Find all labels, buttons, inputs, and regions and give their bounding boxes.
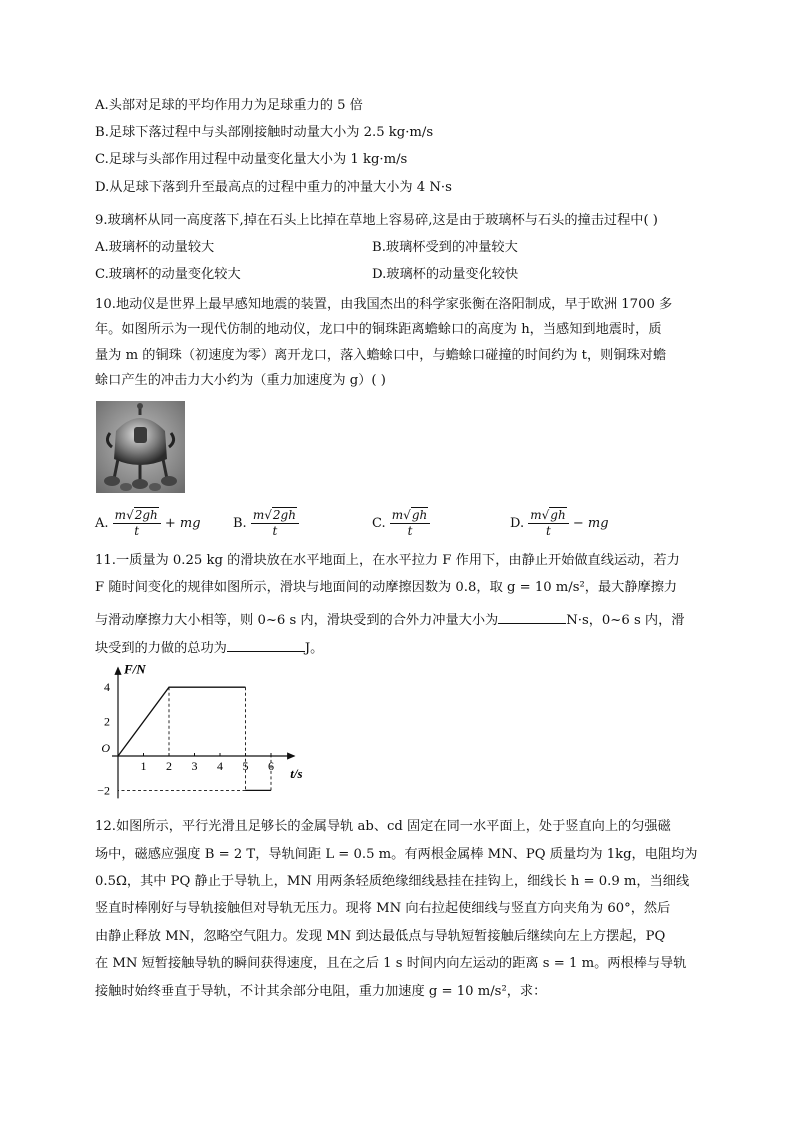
q10-a-m: m (114, 508, 127, 522)
q10-line-3: 量为 m 的铜珠（初速度为零）离开龙口，落入蟾蜍口中，与蟾蜍口碰撞的时间约为 t，则铜珠对蟾 (95, 348, 667, 363)
q10-d-m: m (530, 508, 542, 522)
q9-stem: 9.玻璃杯从同一高度落下,掉在石头上比掉在草地上容易碎,这是由于玻璃杯与石头的撞击过程中( ) (95, 213, 658, 228)
q12-line-5: 由静止释放 MN，忽略空气阻力。发现 MN 到达最低点与导轨短暂接触后继续向左上方摆起，PQ (95, 929, 666, 944)
q12-line-1: 12.如图所示，平行光滑且足够长的金属导轨 ab、cd 固定在同一水平面上，处于竖直向上的匀强磁 (95, 819, 671, 834)
q10-b-m: m (252, 508, 265, 522)
q9-option-b: B.玻璃杯受到的冲量较大 (372, 240, 518, 255)
q10-line-4: 蜍口产生的冲击力大小约为（重力加速度为 g）( ) (95, 373, 386, 388)
x-tick-label: 1 (140, 759, 147, 773)
q10-option-d-label: D. (510, 516, 525, 531)
q11-line-4 (95, 637, 323, 658)
q10-option-d-fraction: $\frac{m√gh}{t}$ (528, 508, 568, 539)
x-tick-label: 5 (242, 759, 249, 773)
force-time-graph (97, 661, 310, 807)
x-axis-label: t/s (290, 766, 303, 781)
q10-d-minus-mg: − mg (572, 516, 609, 531)
q10-option-c-fraction: $\frac{m√gh}{t}$ (390, 508, 430, 539)
q10-option-a-fraction: $\frac{m√2gh}{t}$ (113, 508, 161, 539)
q12-line-6: 在 MN 短暂接触导轨的瞬间获得速度，且在之后 1 s 时间内向左运动的距离 s = 1 m。两根棒与导轨 (95, 956, 687, 971)
q9-option-a: A.玻璃杯的动量较大 (95, 240, 215, 255)
q11-line-1: 11.一质量为 0.25 kg 的滑块放在水平地面上，在水平拉力 F 作用下，由静止开始做直线运动，若力 (95, 553, 680, 568)
q10-d-sqrt: gh (550, 508, 566, 522)
q10-option-d (510, 508, 609, 539)
q10-option-b (233, 508, 299, 539)
q10-a-sqrt: 2gh (134, 508, 158, 522)
q8-option-b: B.足球下落过程中与头部刚接触时动量大小为 2.5 kg·m/s (95, 125, 434, 140)
q10-a-plus-mg: + mg (164, 516, 201, 531)
x-tick-label: 3 (191, 759, 198, 773)
q11-line-4-text: 块受到的力做的总功为 (95, 641, 227, 656)
q11-blank-work[interactable] (227, 637, 305, 652)
q10-option-a (95, 508, 201, 539)
force-series-line (118, 687, 246, 756)
q10-option-b-label: B. (233, 516, 247, 531)
y-tick-label: −2 (97, 783, 110, 798)
q12-line-4: 竖直时棒刚好与导轨接触但对导轨无压力。现将 MN 向右拉起使细线与竖直方向夹角为 60°，然后 (95, 901, 671, 916)
y-axis-label: F/N (124, 661, 146, 677)
x-tick-label: 6 (268, 759, 274, 773)
x-tick-label: 4 (217, 759, 223, 773)
q9-option-c: C.玻璃杯的动量变化较大 (95, 267, 241, 282)
q11-line-2: F 随时间变化的规律如图所示，滑块与地面间的动摩擦因数为 0.8，取 g = 10 m/s²，最大静摩擦力 (95, 580, 678, 595)
q9-option-d: D.玻璃杯的动量变化较快 (372, 267, 519, 282)
y-tick-label: O (101, 741, 110, 755)
q12-line-2: 场中，磁感应强度 B = 2 T，导轨间距 L = 0.5 m。有两根金属棒 MN、PQ 质量均为 1kg，电阻均为 (95, 847, 698, 862)
q8-option-c: C.足球与头部作用过程中动量变化量大小为 1 kg·m/s (95, 152, 408, 167)
q10-c-sqrt: gh (411, 508, 428, 522)
q11-line-3 (95, 609, 684, 630)
q10-line-2: 年。如图所示为一现代仿制的地动仪，龙口中的铜珠距离蟾蜍口的高度为 h，当感知到地震时，质 (95, 322, 662, 337)
q10-option-b-fraction: $\frac{m√2gh}{t}$ (251, 508, 299, 539)
q11-line-4-tail: J。 (304, 641, 324, 656)
q10-option-a-label: A. (95, 516, 109, 531)
q10-b-sqrt: 2gh (272, 508, 296, 522)
q12-line-7: 接触时始终垂直于导轨，不计其余部分电阻，重力加速度 g = 10 m/s²，求： (95, 984, 547, 999)
q10-line-1: 10.地动仪是世界上最早感知地震的装置，由我国杰出的科学家张衡在洛阳制成，早于欧洲 1700 多 (95, 297, 673, 312)
q10-b-t: t (272, 524, 278, 538)
q12-line-3: 0.5Ω，其中 PQ 静止于导轨上，MN 用两条轻质绝缘细线悬挂在挂钩上，细线长 h = 0.9 m，当细线 (95, 874, 690, 889)
q11-blank-impulse[interactable] (498, 609, 566, 624)
q8-option-d: D.从足球下落到升至最高点的过程中重力的冲量大小为 4 N·s (95, 180, 452, 195)
q10-c-t: t (407, 524, 413, 538)
q8-option-a: A.头部对足球的平均作用力为足球重力的 5 倍 (95, 98, 363, 113)
q11-line-3-text: 与滑动摩擦力大小相等，则 0~6 s 内，滑块受到的合外力冲量大小为 (95, 613, 499, 628)
y-tick-label: 2 (104, 714, 110, 729)
seismograph-photo (96, 401, 185, 493)
q10-option-c-label: C. (372, 516, 386, 531)
y-tick-label: 4 (104, 680, 110, 695)
x-tick-label: 2 (166, 759, 172, 773)
q10-a-t: t (134, 524, 140, 538)
q10-c-m: m (391, 508, 404, 522)
q10-option-c (372, 508, 430, 539)
q11-line-3-tail: N·s，0~6 s 内，滑 (566, 613, 685, 628)
q10-d-t: t (546, 524, 551, 538)
